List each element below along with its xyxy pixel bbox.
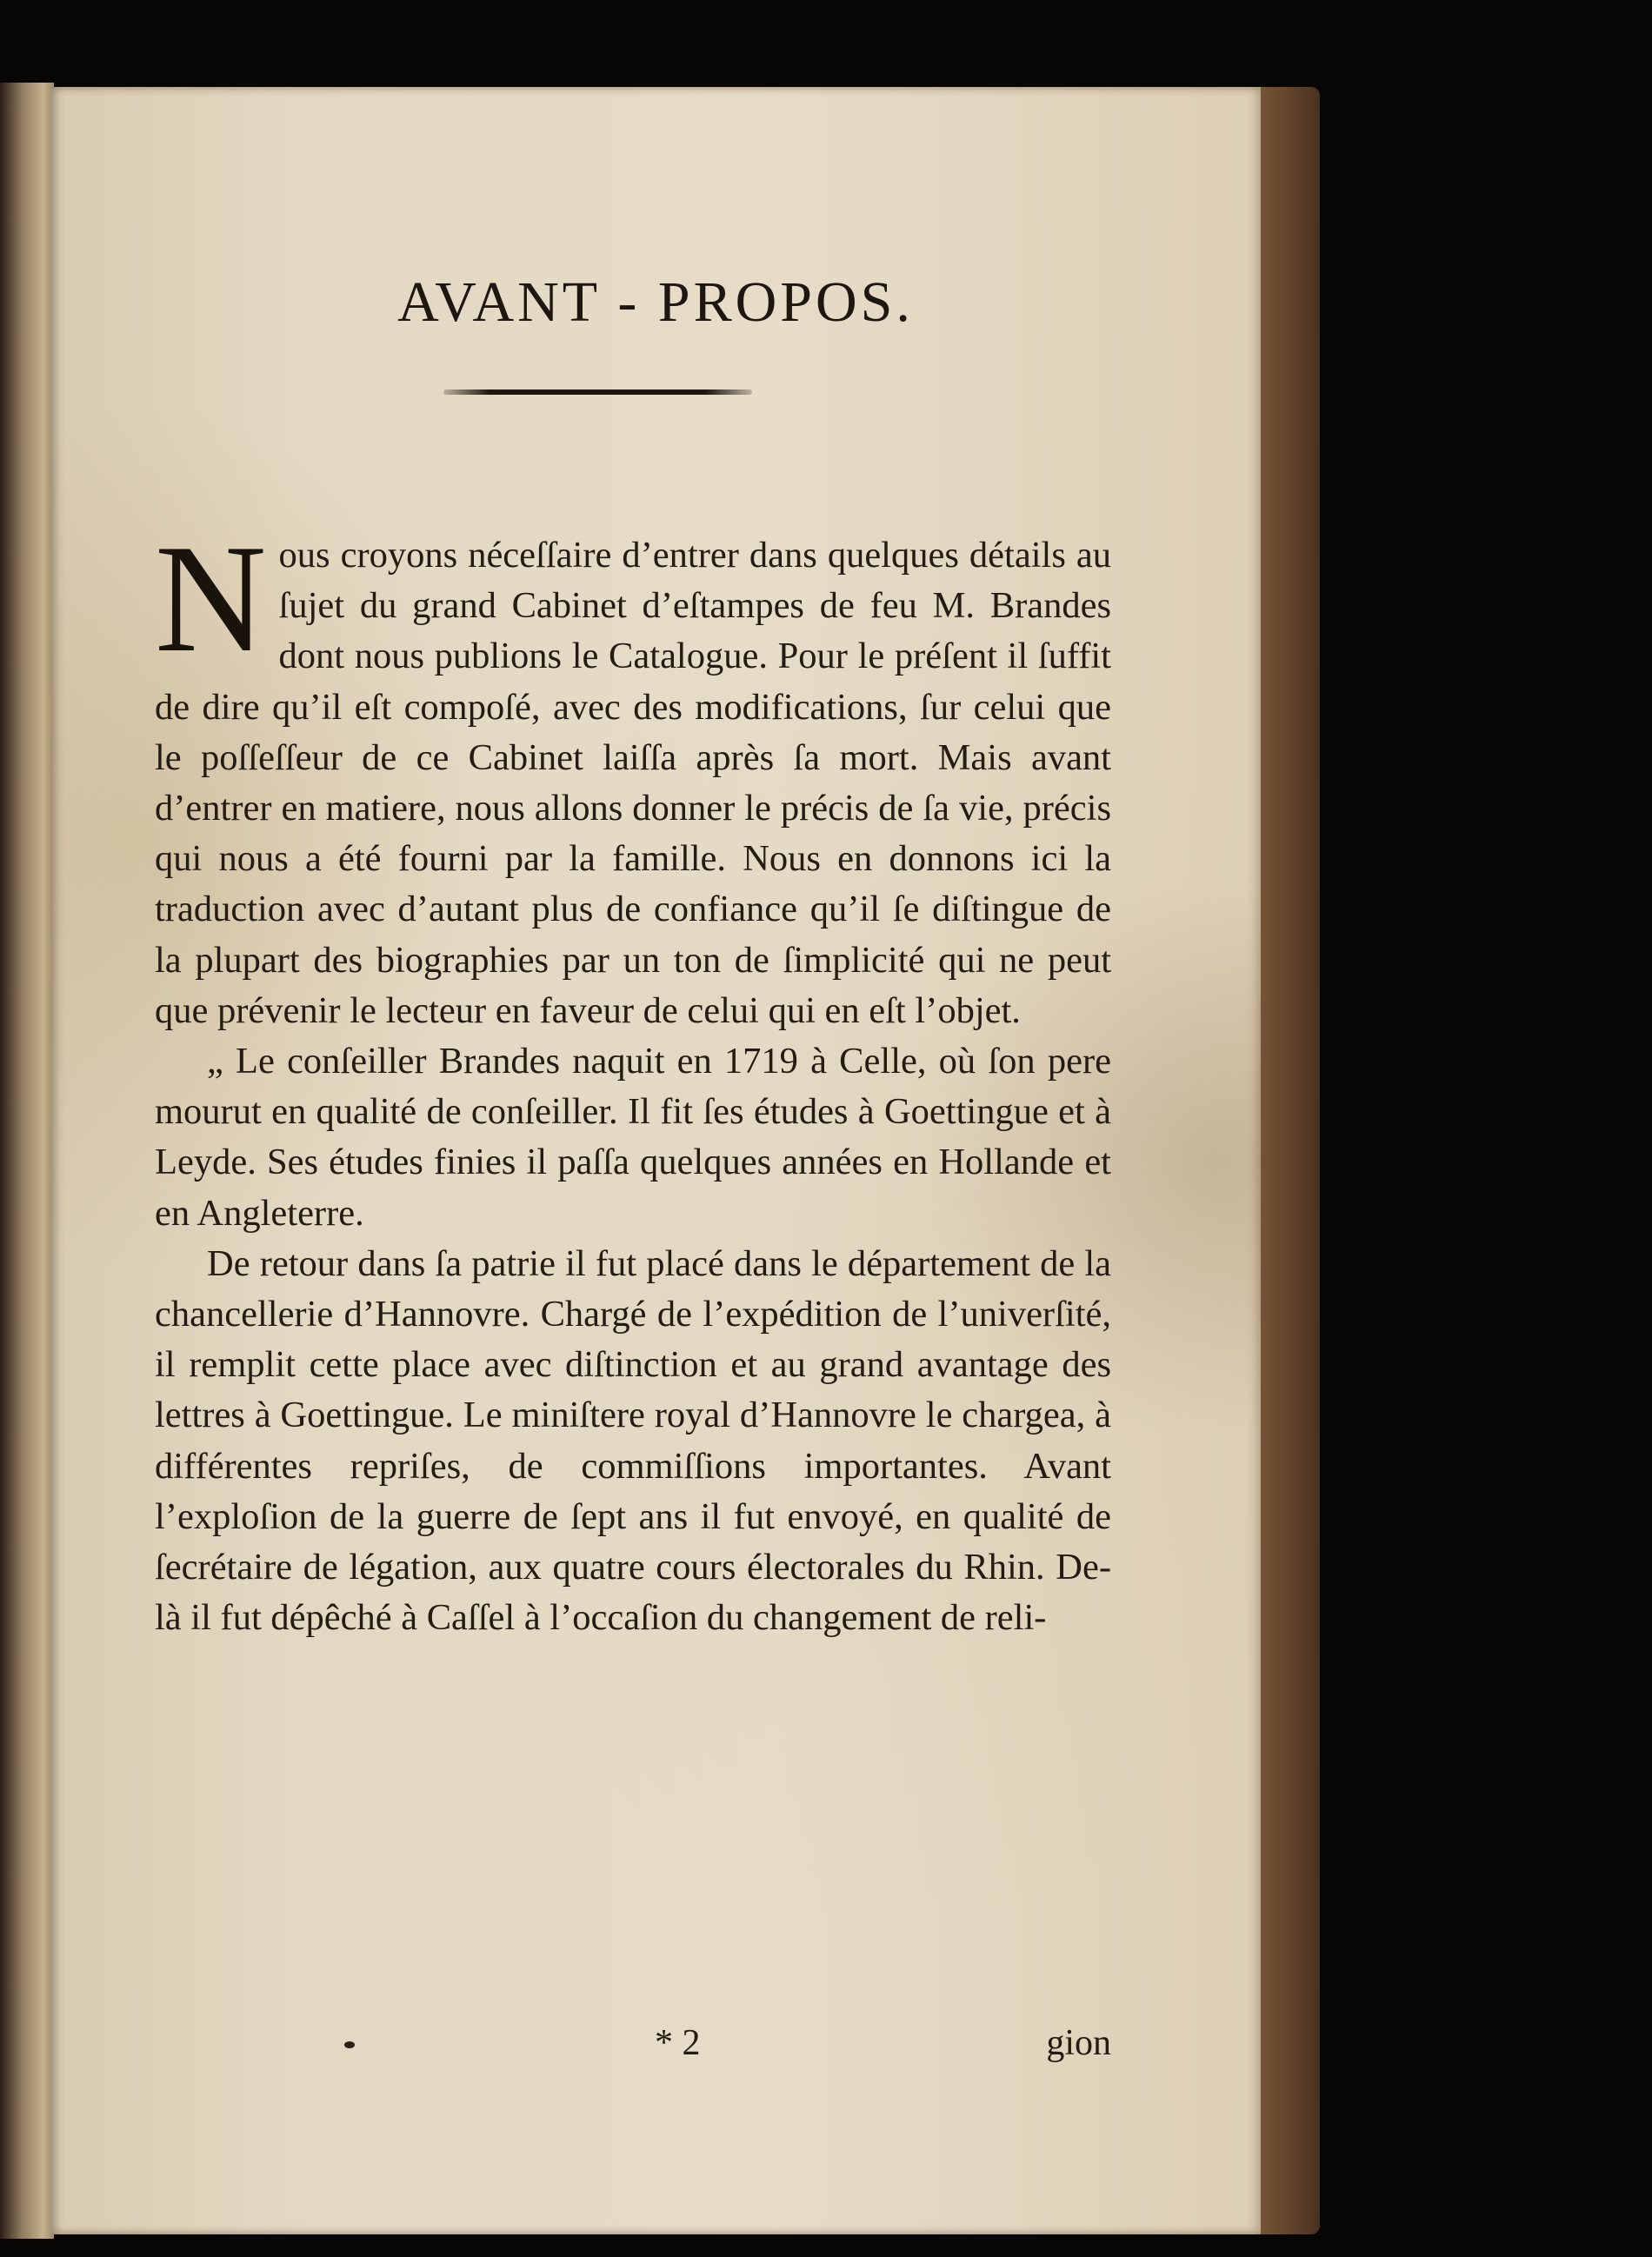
title-rule — [443, 389, 752, 395]
catchword: gion — [1046, 2023, 1111, 2063]
book-page — [50, 87, 1261, 2234]
paragraph-1 — [155, 512, 1111, 1036]
paragraph-1-text: ous croyons néceſſaire d’entrer dans quelques détails au ſujet du grand Cabinet d’eſtampes de feu M. Brandes dont nous publions le Catalogue. Pour le préſent il ſuffit de dire qu’il eſt compoſé, avec des modifications, ſur celui que le poſſeſſeur de ce Cabinet laiſſa après ſa mort. Mais avant d’entrer en matiere, nous allons donner le précis de ſa vie, précis qui nous a été fourni par la famille. Nous en donnons ici la traduction avec d’autant plus de confiance qu’il ſe diſtingue de la plupart des biographies par un ton de ſimplicité qui ne peut que prévenir le lecteur en faveur de celui qui en eſt l’objet. — [155, 535, 1111, 1031]
page-footer — [155, 2022, 1111, 2074]
signature-mark: * 2 — [655, 2023, 701, 2063]
paragraph-2: „ Le conſeiller Brandes naquit en 1719 à Celle, où ſon pere mourut en qualité de conſeiller. Il fit ſes études à Goettingue et à Leyde. Ses études finies il paſſa quelques années en Hollande et en Angleterre. — [155, 1041, 1111, 1234]
paragraph-3: De retour dans ſa patrie il fut placé dans le département de la chancellerie d’Hannovre. Chargé de l’expédition de l’univerſité, il remplit cette place avec diſtinction et au grand avantage des lettres à Goettingue. Le miniſtere royal d’Hannovre le chargea, à différentes repriſes, de commiſſions importantes. Avant l’exploſion de la guerre de ſept ans il fut envoyé, en qualité de ſecrétaire de légation, aux quatre cours électorales du Rhin. De-là il fut dépêché à Caſſel à l’occaſion du changement de reli- — [155, 1242, 1111, 1639]
body-text — [155, 512, 1111, 1643]
book-binding — [1250, 87, 1320, 2234]
drop-cap: N — [155, 512, 267, 684]
page-title: AVANT - PROPOS. — [397, 270, 914, 334]
ink-mark — [344, 2041, 355, 2048]
previous-page-edge — [0, 83, 54, 2239]
